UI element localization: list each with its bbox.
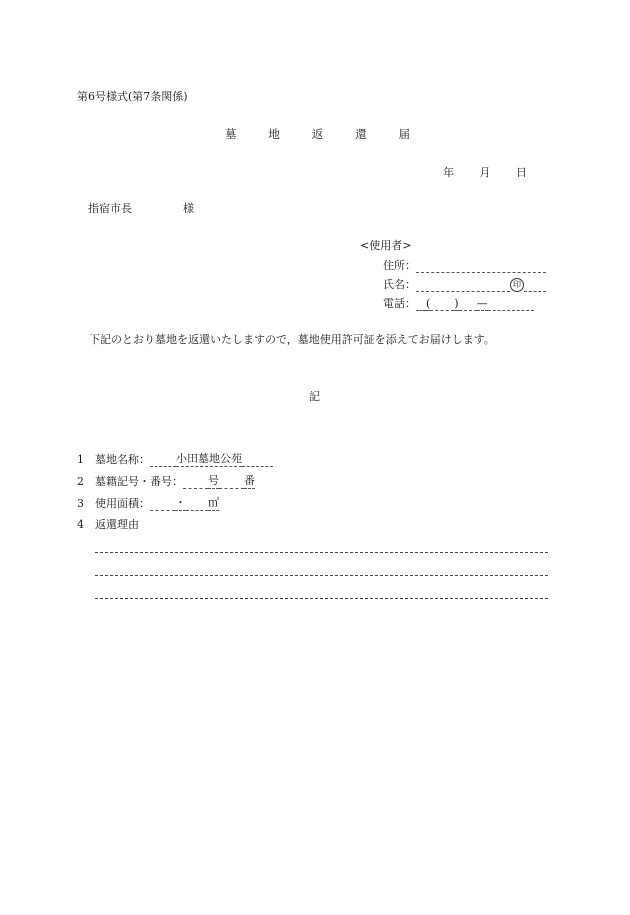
ki-heading: 記 [309,390,320,403]
phone-field[interactable] [383,295,534,311]
document-title [225,126,410,142]
item-2 [77,474,255,489]
item-number: 1 [77,453,84,466]
plot-number-blank[interactable] [219,476,244,489]
phone-separator: — [476,297,488,310]
title-char: 墓 [225,127,237,141]
phone-area-blank[interactable] [430,298,454,311]
address-field[interactable] [383,257,546,273]
phone-label: 電話： [383,297,416,310]
title-char: 返 [311,127,324,141]
item-1 [77,452,273,467]
name-blank-tail [524,279,546,292]
reason-line-3[interactable] [95,598,548,599]
date-line [443,164,527,180]
phone-open: ( [426,297,431,310]
item-blank-tail [242,454,273,467]
date-day: 日 [516,166,527,179]
item-number: 3 [77,497,84,510]
item-4 [77,518,139,532]
item-label: 墓籍記号・番号： [95,475,183,488]
address-blank[interactable] [416,260,546,273]
item-number: 4 [77,518,84,531]
address-label: 住所： [383,259,416,272]
name-field[interactable] [383,276,546,292]
addressee-name: 指宿市長 [88,202,132,215]
area-decimal-blank[interactable] [186,498,208,511]
area-unit: ㎡ [208,496,219,509]
title-char: 還 [355,127,367,141]
statement-text: 下記のとおり墓地を返還いたしますので，墓地使用許可証を添えてお届けします。 [89,333,495,346]
date-year: 年 [443,166,454,179]
phone-number-blank[interactable] [488,298,534,311]
item-number: 2 [77,475,84,488]
addressee-honorific: 様 [183,202,194,215]
cemetery-name-value[interactable]: 小田墓地公苑 [176,452,242,465]
item-blank [150,454,176,467]
item-label: 返還理由 [95,518,139,531]
reason-line-2[interactable] [95,575,548,576]
phone-close: ) [454,297,459,310]
plot-go: 号 [208,474,219,487]
item-3 [77,496,219,511]
applicant-heading: <使用者> [360,239,412,252]
area-dot: ・ [175,496,186,509]
plot-code-blank[interactable] [183,476,208,489]
area-integer-blank[interactable] [150,498,175,511]
seal-mark: 印 [510,278,524,292]
plot-ban: 番 [244,474,255,487]
title-char: 届 [398,127,410,141]
item-label: 墓地名称： [95,453,150,466]
name-label: 氏名： [383,278,416,291]
reason-line-1[interactable] [95,552,548,553]
name-blank[interactable] [416,279,510,292]
title-char: 地 [268,127,280,141]
form-reference: 第6号様式(第7条関係) [77,90,188,103]
item-label: 使用面積： [95,497,150,510]
phone-mid-blank[interactable] [459,298,477,311]
date-month: 月 [479,166,491,179]
phone-blank-lead [416,298,426,311]
